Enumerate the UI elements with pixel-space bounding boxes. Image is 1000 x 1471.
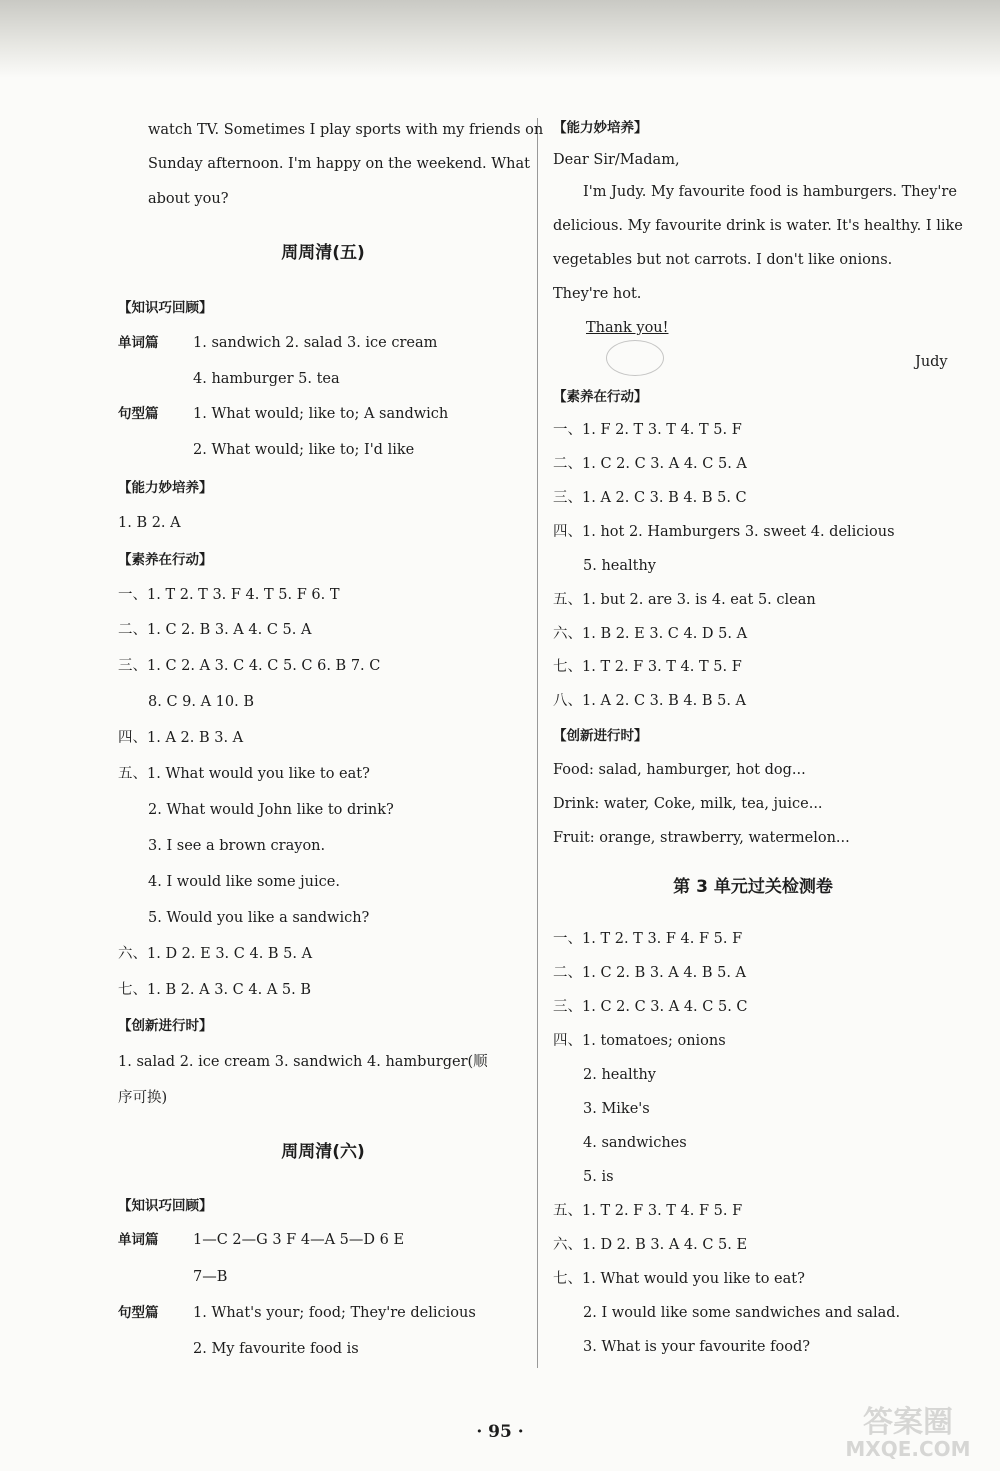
label-sentences: 句型篇 xyxy=(118,406,159,422)
answer-line: Fruit: orange, strawberry, watermelon... xyxy=(553,830,850,846)
answer-line: 3. I see a brown crayon. xyxy=(148,838,326,854)
answer-line: 4. hamburger 5. tea xyxy=(193,371,340,387)
column-divider xyxy=(537,118,538,1368)
answer-line: 2. What would John like to drink? xyxy=(148,802,394,818)
answer-line: 二、1. C 2. B 3. A 4. B 5. A xyxy=(553,965,747,981)
letter-closing: Thank you! xyxy=(586,320,669,336)
svg-text:MXQE.COM: MXQE.COM xyxy=(845,1437,971,1461)
answer-line: 2. healthy xyxy=(583,1067,657,1083)
answer-line: 5. is xyxy=(583,1169,614,1185)
text-line: Sunday afternoon. I'm happy on the weekend. What xyxy=(148,156,530,172)
answer-line: 4. I would like some juice. xyxy=(148,874,340,890)
svg-text:答案圈: 答案圈 xyxy=(863,1405,953,1440)
answer-line: 六、1. B 2. E 3. C 4. D 5. A xyxy=(553,626,748,642)
text-line: watch TV. Sometimes I play sports with my friends on xyxy=(148,122,544,138)
answer-line: 七、1. B 2. A 3. C 4. A 5. B xyxy=(118,982,312,998)
answer-line: 1—C 2—G 3 F 4—A 5—D 6 E xyxy=(193,1232,405,1248)
answer-line: 2. I would like some sandwiches and salad. xyxy=(583,1305,901,1321)
subheading: 【素养在行动】 xyxy=(118,552,213,568)
answer-line: 1. sandwich 2. salad 3. ice cream xyxy=(193,335,438,351)
answer-line: 三、1. A 2. C 3. B 4. B 5. C xyxy=(553,490,747,506)
label-words: 单词篇 xyxy=(118,1232,159,1248)
answer-line: 四、1. A 2. B 3. A xyxy=(118,730,244,746)
page-number: · 95 · xyxy=(476,1422,524,1442)
label-words: 单词篇 xyxy=(118,335,159,351)
answer-line: 3. Mike's xyxy=(583,1101,650,1117)
label-sentences: 句型篇 xyxy=(118,1305,159,1321)
stamp-seal-icon xyxy=(606,340,664,376)
letter-line: delicious. My favourite drink is water. It's healthy. I like xyxy=(553,218,963,234)
answer-line: 1. B 2. A xyxy=(118,515,181,531)
answer-line: 八、1. A 2. C 3. B 4. B 5. A xyxy=(553,693,747,709)
answer-line: 三、1. C 2. C 3. A 4. C 5. C xyxy=(553,999,748,1015)
answer-line: 二、1. C 2. B 3. A 4. C 5. A xyxy=(118,622,312,638)
subheading: 【能力妙培养】 xyxy=(553,120,648,136)
subheading: 【创新进行时】 xyxy=(553,728,648,744)
answer-line: 四、1. tomatoes; onions xyxy=(553,1033,726,1049)
text-line: about you? xyxy=(148,191,229,207)
answer-line: 六、1. D 2. B 3. A 4. C 5. E xyxy=(553,1237,748,1253)
answer-line: 四、1. hot 2. Hamburgers 3. sweet 4. delicious xyxy=(553,524,895,540)
answer-line: 七、1. What would you like to eat? xyxy=(553,1271,805,1287)
letter-line: They're hot. xyxy=(553,286,642,302)
answer-line: 2. What would; like to; I'd like xyxy=(193,442,415,458)
answer-line: 一、1. T 2. T 3. F 4. T 5. F 6. T xyxy=(118,587,340,603)
answer-line: 一、1. F 2. T 3. T 4. T 5. F xyxy=(553,422,742,438)
answer-line: 4. sandwiches xyxy=(583,1135,687,1151)
answer-line: 二、1. C 2. C 3. A 4. C 5. A xyxy=(553,456,747,472)
answer-line: 六、1. D 2. E 3. C 4. B 5. A xyxy=(118,946,313,962)
subheading: 【创新进行时】 xyxy=(118,1018,213,1034)
scan-top-shadow xyxy=(0,0,1000,78)
section-title-unit3: 第 3 单元过关检测卷 xyxy=(673,877,833,897)
subheading: 【素养在行动】 xyxy=(553,389,648,405)
letter-greeting: Dear Sir/Madam, xyxy=(553,152,680,168)
answer-line: 5. healthy xyxy=(583,558,657,574)
answer-line: 3. What is your favourite food? xyxy=(583,1339,810,1355)
answer-line: Food: salad, hamburger, hot dog... xyxy=(553,762,806,778)
answer-line: 8. C 9. A 10. B xyxy=(148,694,254,710)
answer-line: 1. What would; like to; A sandwich xyxy=(193,406,449,422)
section-title-week5: 周周清(五) xyxy=(281,243,365,263)
answer-line: 五、1. T 2. F 3. T 4. F 5. F xyxy=(553,1203,743,1219)
subheading: 【知识巧回顾】 xyxy=(118,300,213,316)
section-title-week6: 周周清(六) xyxy=(281,1142,365,1162)
answer-line: 三、1. C 2. A 3. C 4. C 5. C 6. B 7. C xyxy=(118,658,381,674)
answer-line: 五、1. but 2. are 3. is 4. eat 5. clean xyxy=(553,592,816,608)
answer-line: 七、1. T 2. F 3. T 4. T 5. F xyxy=(553,659,742,675)
answer-line: 2. My favourite food is xyxy=(193,1341,359,1357)
answer-line: 一、1. T 2. T 3. F 4. F 5. F xyxy=(553,931,743,947)
subheading: 【知识巧回顾】 xyxy=(118,1198,213,1214)
letter-signature: Judy xyxy=(915,354,948,370)
answer-line: 五、1. What would you like to eat? xyxy=(118,766,370,782)
answer-line: 7—B xyxy=(193,1269,228,1285)
answer-line: Drink: water, Coke, milk, tea, juice... xyxy=(553,796,823,812)
answer-line: 5. Would you like a sandwich? xyxy=(148,910,370,926)
letter-line: I'm Judy. My favourite food is hamburgers. They're xyxy=(583,184,957,200)
subheading: 【能力妙培养】 xyxy=(118,480,213,496)
answer-line: 序可换) xyxy=(118,1090,168,1106)
letter-line: vegetables but not carrots. I don't like onions. xyxy=(553,252,893,268)
answer-line: 1. What's your; food; They're delicious xyxy=(193,1305,476,1321)
answer-line: 1. salad 2. ice cream 3. sandwich 4. hamburger(顺 xyxy=(118,1054,488,1070)
watermark-logo xyxy=(828,1398,988,1462)
